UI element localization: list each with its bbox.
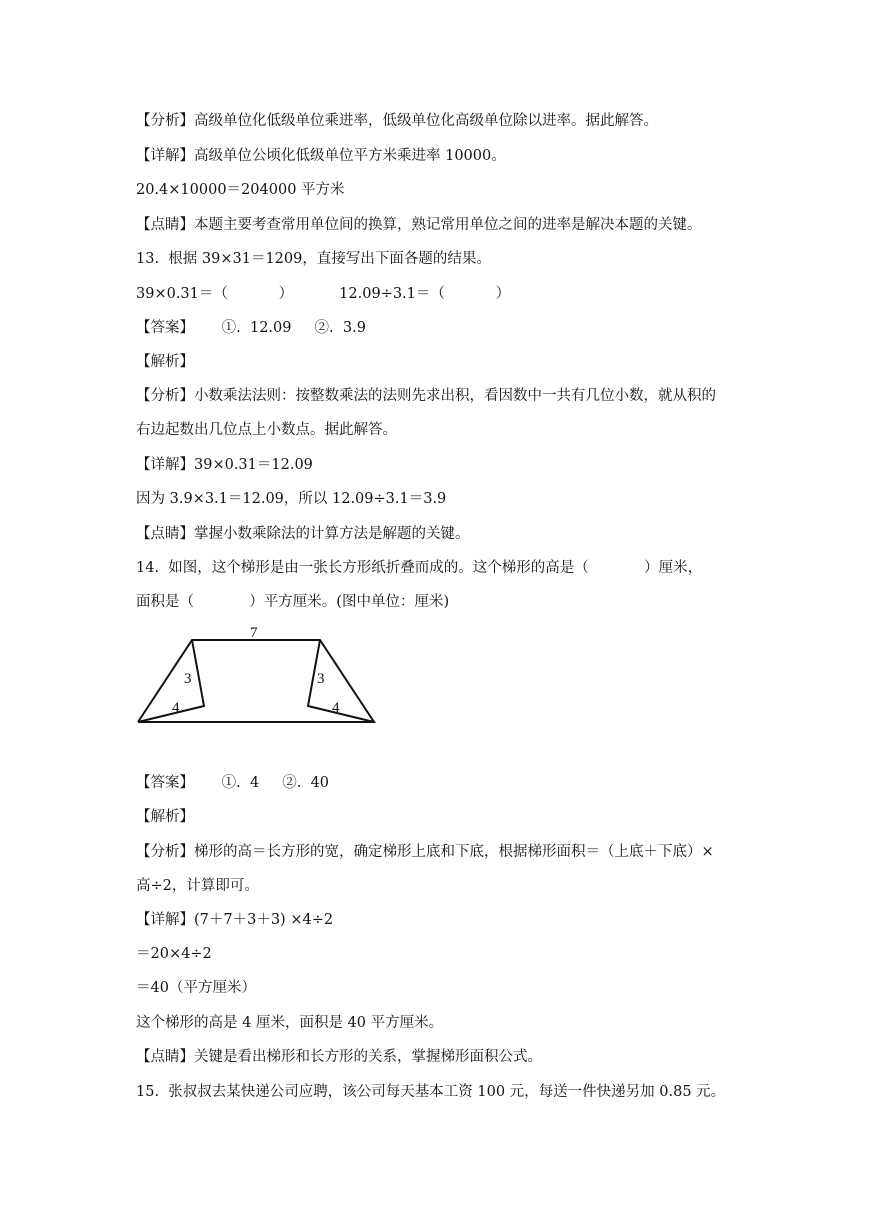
analysis-14-line2: 高÷2，计算即可。 <box>136 878 259 894</box>
analysis-13-line1: 【分析】小数乘法法则：按整数乘法的法则先求出积，看因数中一共有几位小数，就从积的 <box>136 388 716 404</box>
analysis-14-line1: 【分析】梯形的高＝长方形的宽，确定梯形上底和下底，根据梯形面积＝（上底＋下底）× <box>136 844 714 860</box>
detail-14-conclusion: 这个梯形的高是 4 厘米，面积是 40 平方厘米。 <box>136 1015 444 1031</box>
trapezoid-figure <box>130 620 390 730</box>
answer-13: 【答案】 ①. 12.09 ②. 3.9 <box>136 320 366 336</box>
detail-13-line2: 因为 3.9×3.1＝12.09，所以 12.09÷3.1＝3.9 <box>136 491 447 507</box>
detail-14-step3: ＝40（平方厘米） <box>136 980 256 996</box>
calc-line: 20.4×10000＝204000 平方米 <box>136 182 345 198</box>
question-13: 13. 根据 39×31＝1209，直接写出下面各题的结果。 <box>136 251 491 267</box>
right-height-label: 3 <box>317 671 325 687</box>
detail-14: 【详解】(7＋7＋3＋3) ×4÷2 <box>136 912 334 928</box>
analysis-line: 【分析】高级单位化低级单位乘进率，低级单位化高级单位除以进率。据此解答。 <box>136 113 658 129</box>
question-13-blanks: 39×0.31＝（ ） 12.09÷3.1＝（ ） <box>136 286 511 302</box>
solution-heading-13: 【解析】 <box>136 354 194 370</box>
question-15: 15. 张叔叔去某快递公司应聘，该公司每天基本工资 100 元，每送一件快递另加 0.85 元。 <box>136 1084 726 1100</box>
key-point-line: 【点睛】本题主要考查常用单位间的换算，熟记常用单位之间的进率是解决本题的关键。 <box>136 217 702 233</box>
key-point-13: 【点睛】掌握小数乘除法的计算方法是解题的关键。 <box>136 526 470 542</box>
question-14-line2: 面积是（ ）平方厘米。(图中单位：厘米) <box>136 594 450 610</box>
left-fold <box>138 640 204 722</box>
analysis-13-line2: 右边起数出几位点上小数点。据此解答。 <box>136 422 397 438</box>
detail-13: 【详解】39×0.31＝12.09 <box>136 457 313 473</box>
question-14-line1: 14. 如图，这个梯形是由一张长方形纸折叠而成的。这个梯形的高是（ ）厘米， <box>136 560 703 576</box>
left-base-label: 4 <box>172 700 180 716</box>
left-height-label: 3 <box>184 671 192 687</box>
key-point-14: 【点睛】关键是看出梯形和长方形的关系，掌握梯形面积公式。 <box>136 1049 542 1065</box>
right-base-label: 4 <box>332 700 340 716</box>
top-length-label: 7 <box>250 625 258 641</box>
solution-heading-14: 【解析】 <box>136 809 194 825</box>
answer-14: 【答案】 ①. 4 ②. 40 <box>136 775 330 791</box>
detail-14-step2: ＝20×4÷2 <box>136 946 212 962</box>
detail-line: 【详解】高级单位公顷化低级单位平方米乘进率 10000。 <box>136 148 506 164</box>
trapezoid-diagram <box>130 620 390 730</box>
